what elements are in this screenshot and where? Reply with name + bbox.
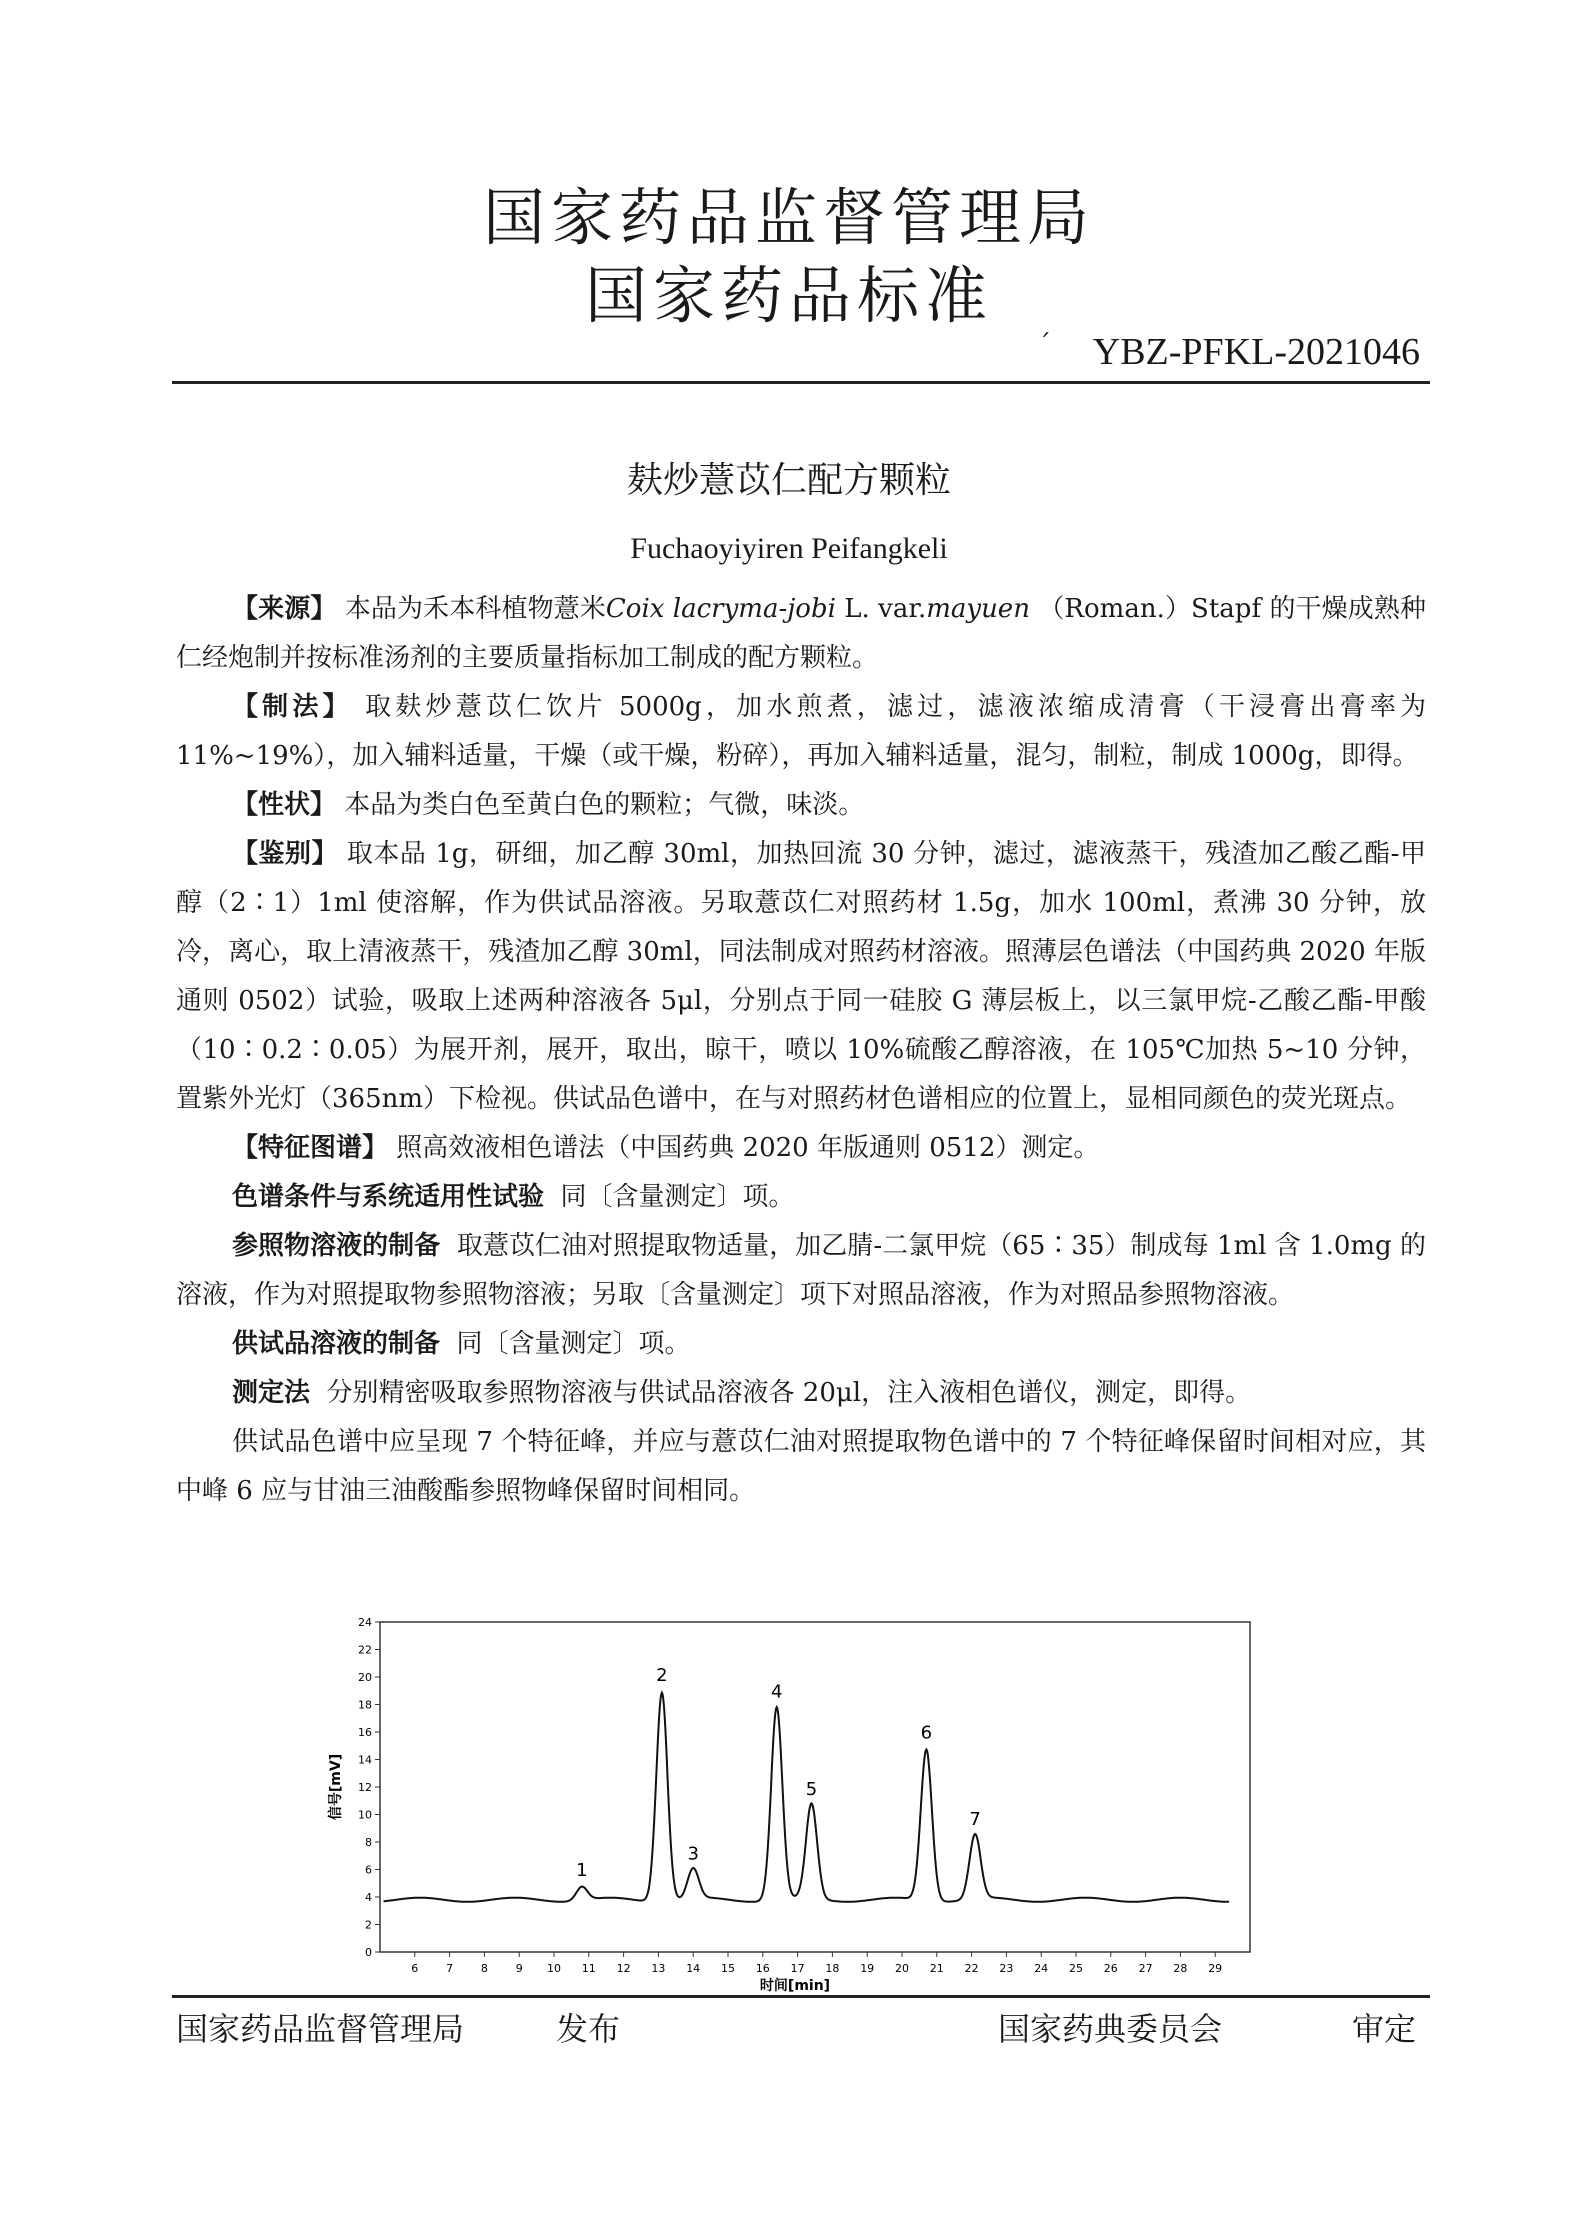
y-tick-label: 2 [365, 1918, 372, 1932]
footer-review: 审定 [1352, 2010, 1417, 2048]
footer-reviewer: 国家药典委员会 [998, 2010, 1223, 2048]
y-tick-label: 16 [358, 1726, 372, 1739]
ref-label: 参照物溶液的制备 [232, 1231, 441, 1261]
x-tick-label: 20 [895, 1962, 909, 1975]
peak-label-7: 7 [969, 1809, 981, 1831]
x-tick-label: 18 [825, 1962, 840, 1975]
x-tick-label: 11 [581, 1962, 596, 1975]
x-tick-label: 19 [860, 1962, 875, 1975]
x-tick-label: 28 [1173, 1962, 1188, 1975]
x-tick-label: 6 [411, 1962, 419, 1975]
x-tick-label: 23 [999, 1962, 1014, 1975]
ident-label: 【鉴别】 [232, 839, 339, 869]
document-subtitle: Fuchaoyiyiren Peifangkeli [630, 532, 948, 565]
scan-mark: ˊ [1038, 330, 1051, 360]
x-tick-label: 22 [964, 1962, 979, 1975]
peak-label-2: 2 [656, 1664, 668, 1686]
finger-text: 照高效液相色谱法（中国药典 2020 年版通则 0512）测定。 [396, 1133, 1100, 1163]
header-divider [172, 381, 1430, 384]
x-tick-label: 14 [686, 1962, 701, 1975]
peak-label-1: 1 [576, 1860, 588, 1881]
x-tick-label: 9 [515, 1962, 523, 1975]
header-agency: 国家药品监督管理局 [482, 181, 1095, 254]
header-standard: 国家药品标准 [584, 259, 993, 332]
x-tick-label: 17 [790, 1962, 805, 1975]
x-tick-label: 24 [1034, 1962, 1049, 1975]
document-number: YBZ-PFKL-2021046 [1092, 331, 1420, 373]
chromatogram-chart [320, 1612, 1260, 2012]
method-text: 分别精密吸取参照物溶液与供试品溶液各 20μl，注入液相色谱仪，测定，即得。 [326, 1378, 1252, 1408]
y-tick-label: 4 [365, 1891, 372, 1904]
document-body [176, 585, 1426, 1516]
source-latin: Coix lacryma-jobi [605, 594, 836, 624]
y-tick-label: 14 [358, 1753, 372, 1767]
footer-divider [172, 1995, 1430, 1998]
x-tick-label: 7 [446, 1962, 454, 1975]
cond-label: 色谱条件与系统适用性试验 [232, 1182, 545, 1212]
y-tick-label: 18 [358, 1698, 372, 1712]
x-tick-label: 26 [1103, 1962, 1118, 1975]
y-tick-label: 12 [358, 1781, 372, 1794]
x-tick-label: 15 [721, 1962, 735, 1975]
x-axis-ticks [411, 1952, 1222, 1975]
section-reference [176, 1222, 1426, 1320]
source-text-c: （Roman.）Stapf 的干燥成熟种仁经炮制并按标准汤剂的主要质量指标加工制成的配方颗粒。 [176, 594, 1426, 673]
section-fingerprint [176, 1124, 1426, 1173]
source-var: mayuen [926, 594, 1030, 624]
prep-label: 【制法】 [232, 692, 353, 722]
char-label: 【性状】 [232, 790, 337, 820]
source-label: 【来源】 [232, 594, 337, 624]
section-test-solution [176, 1320, 1426, 1369]
peak-label-4: 4 [770, 1681, 783, 1703]
char-text: 本品为类白色至黄白色的颗粒；气微，味淡。 [344, 790, 865, 820]
section-character [176, 781, 1426, 830]
x-tick-label: 29 [1208, 1962, 1223, 1975]
document-title: 麸炒薏苡仁配方颗粒 [626, 460, 951, 501]
footer-publisher: 国家药品监督管理局 [176, 2010, 465, 2048]
section-preparation [176, 683, 1426, 781]
x-tick-label: 25 [1069, 1962, 1083, 1975]
y-axis-label: 信号[mV] [328, 1753, 344, 1821]
x-tick-label: 12 [616, 1962, 631, 1975]
peak-label-6: 6 [920, 1722, 933, 1744]
y-axis-ticks [358, 1616, 380, 1959]
y-tick-label: 20 [358, 1671, 372, 1684]
source-text-b: L. var. [844, 594, 927, 624]
x-axis-label: 时间[min] [759, 1978, 831, 1994]
ident-text: 取本品 1g，研细，加乙醇 30ml，加热回流 30 分钟，滤过，滤液蒸干，残渣加乙酸乙酯-甲醇（2∶1）1ml 使溶解，作为供试品溶液。另取薏苡仁对照药材 1.5g，加水 100ml，煮沸 30 分钟，放冷，离心，取上清液蒸干，残渣加乙醇 30ml，同法制成对照药材溶液。照薄层色谱法（中国药典 2020 年版通则 0502）试验，吸取上述两种溶液各 5μl，分别点于同一硅胶 G 薄层板上，以三氯甲烷-乙酸乙酯-甲酸（10∶0.2∶0.05）为展开剂，展开，取出，晾干，喷以 10%硫酸乙醇溶液，在 105℃加热 5~10 分钟，置紫外光灯（365nm）下检视。供试品色谱中，在与对照药材色谱相应的位置上，显相同颜色的荧光斑点。 [176, 839, 1426, 1114]
x-tick-label: 21 [929, 1962, 944, 1975]
section-method [176, 1369, 1426, 1418]
prep-text: 取麸炒薏苡仁饮片 5000g，加水煎煮，滤过，滤液浓缩成清膏（干浸膏出膏率为11%~19%），加入辅料适量，干燥（或干燥，粉碎），再加入辅料适量，混匀，制粒，制成 1000g，即得。 [176, 692, 1427, 771]
section-source [176, 585, 1426, 683]
x-tick-label: 13 [651, 1962, 666, 1975]
y-tick-label: 6 [365, 1863, 372, 1877]
peak-labels [576, 1665, 981, 1881]
ref-text: 取薏苡仁油对照提取物适量，加乙腈-二氯甲烷（65∶35）制成每 1ml 含 1.0mg 的溶液，作为对照提取物参照物溶液；另取〔含量测定〕项下对照品溶液，作为对照品参照物溶液。 [176, 1231, 1426, 1310]
peak-label-3: 3 [687, 1843, 699, 1865]
y-tick-label: 24 [358, 1616, 372, 1629]
y-tick-label: 8 [365, 1836, 372, 1849]
section-conditions [176, 1173, 1426, 1222]
footer-publish: 发布 [556, 2010, 621, 2048]
section-identification [176, 830, 1426, 1124]
x-tick-label: 8 [480, 1962, 488, 1975]
x-tick-label: 10 [547, 1962, 561, 1975]
x-tick-label: 16 [755, 1962, 770, 1975]
source-text-a: 本品为禾本科植物薏米 [344, 594, 606, 624]
x-tick-label: 27 [1138, 1962, 1153, 1975]
test-label: 供试品溶液的制备 [232, 1329, 441, 1359]
y-tick-label: 22 [358, 1643, 372, 1657]
method-label: 测定法 [232, 1378, 311, 1408]
finger-label: 【特征图谱】 [232, 1133, 389, 1163]
result-text: 供试品色谱中应呈现 7 个特征峰，并应与薏苡仁油对照提取物色谱中的 7 个特征峰保留时间相对应，其中峰 6 应与甘油三油酸酯参照物峰保留时间相同。 [176, 1427, 1426, 1506]
peak-label-5: 5 [805, 1778, 818, 1800]
cond-text: 同〔含量测定〕项。 [560, 1182, 795, 1212]
section-result [176, 1418, 1426, 1516]
y-tick-label: 0 [365, 1946, 372, 1959]
test-text: 同〔含量测定〕项。 [456, 1329, 691, 1359]
y-tick-label: 10 [358, 1808, 372, 1822]
